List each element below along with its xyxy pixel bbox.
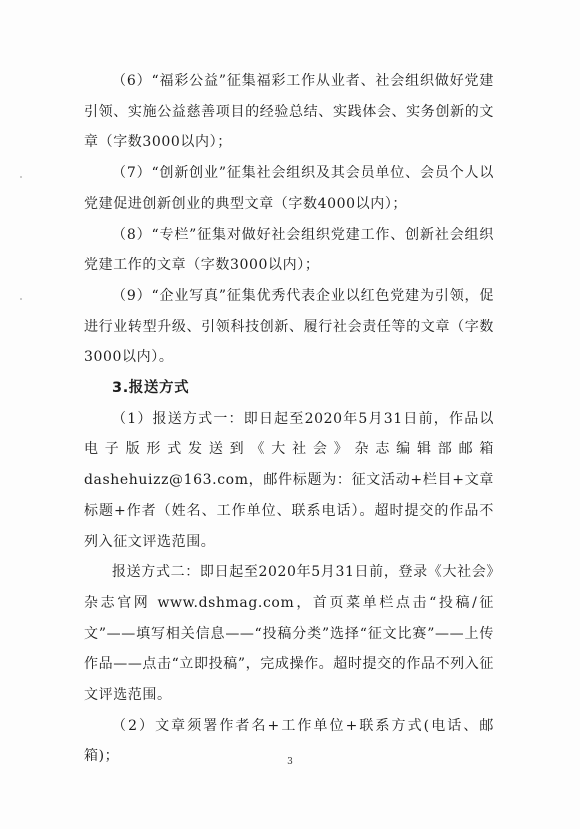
paragraph-item-8: （8）“专栏”征集对做好社会组织党建工作、创新社会组织党建工作的文章（字数3000以内）；: [84, 226, 494, 274]
scan-mark: [20, 176, 22, 178]
paragraph-item-9: （9）“企业写真”征集优秀代表企业以红色党建为引领，促进行业转型升级、引领科技创新、履行社会责任等的文章（字数3000以内）。: [84, 287, 494, 366]
submission-method-1: （1）报送方式一：即日起至2020年5月31日前，作品以电子版形式发送到《大社会》杂志编辑部邮箱dashehuizz@163.com，邮件标题为：征文活动+栏目+文章标题+作者（姓名、工作单位、联系电话）。超时提交的作品不列入征文评选范围。: [84, 410, 494, 550]
submission-method-2: 报送方式二：即日起至2020年5月31日前，登录《大社会》杂志官网 www.dshmag.com，首页菜单栏点击“投稿/征文”——填写相关信息——“投稿分类”选择“征文比赛”——上传作品——点击“立即投稿”，完成操作。超时提交的作品不列入征文评选范围。: [84, 564, 494, 704]
page-number: 3: [287, 757, 293, 767]
document-body: [84, 66, 494, 772]
requirement-item-2: （2）文章须署作者名+工作单位+联系方式(电话、邮箱)；: [84, 717, 494, 765]
scan-mark: [20, 298, 22, 300]
paragraph-item-7: （7）“创新创业”征集社会组织及其会员单位、会员个人以党建促进创新创业的典型文章（字数4000以内）；: [84, 165, 494, 212]
paragraph-item-6: （6）“福彩公益”征集福彩工作从业者、社会组织做好党建引领、实施公益慈善项目的经验总结、实践体会、实务创新的文章（字数3000以内）；: [84, 73, 494, 151]
section-heading: 3.报送方式: [112, 380, 190, 397]
